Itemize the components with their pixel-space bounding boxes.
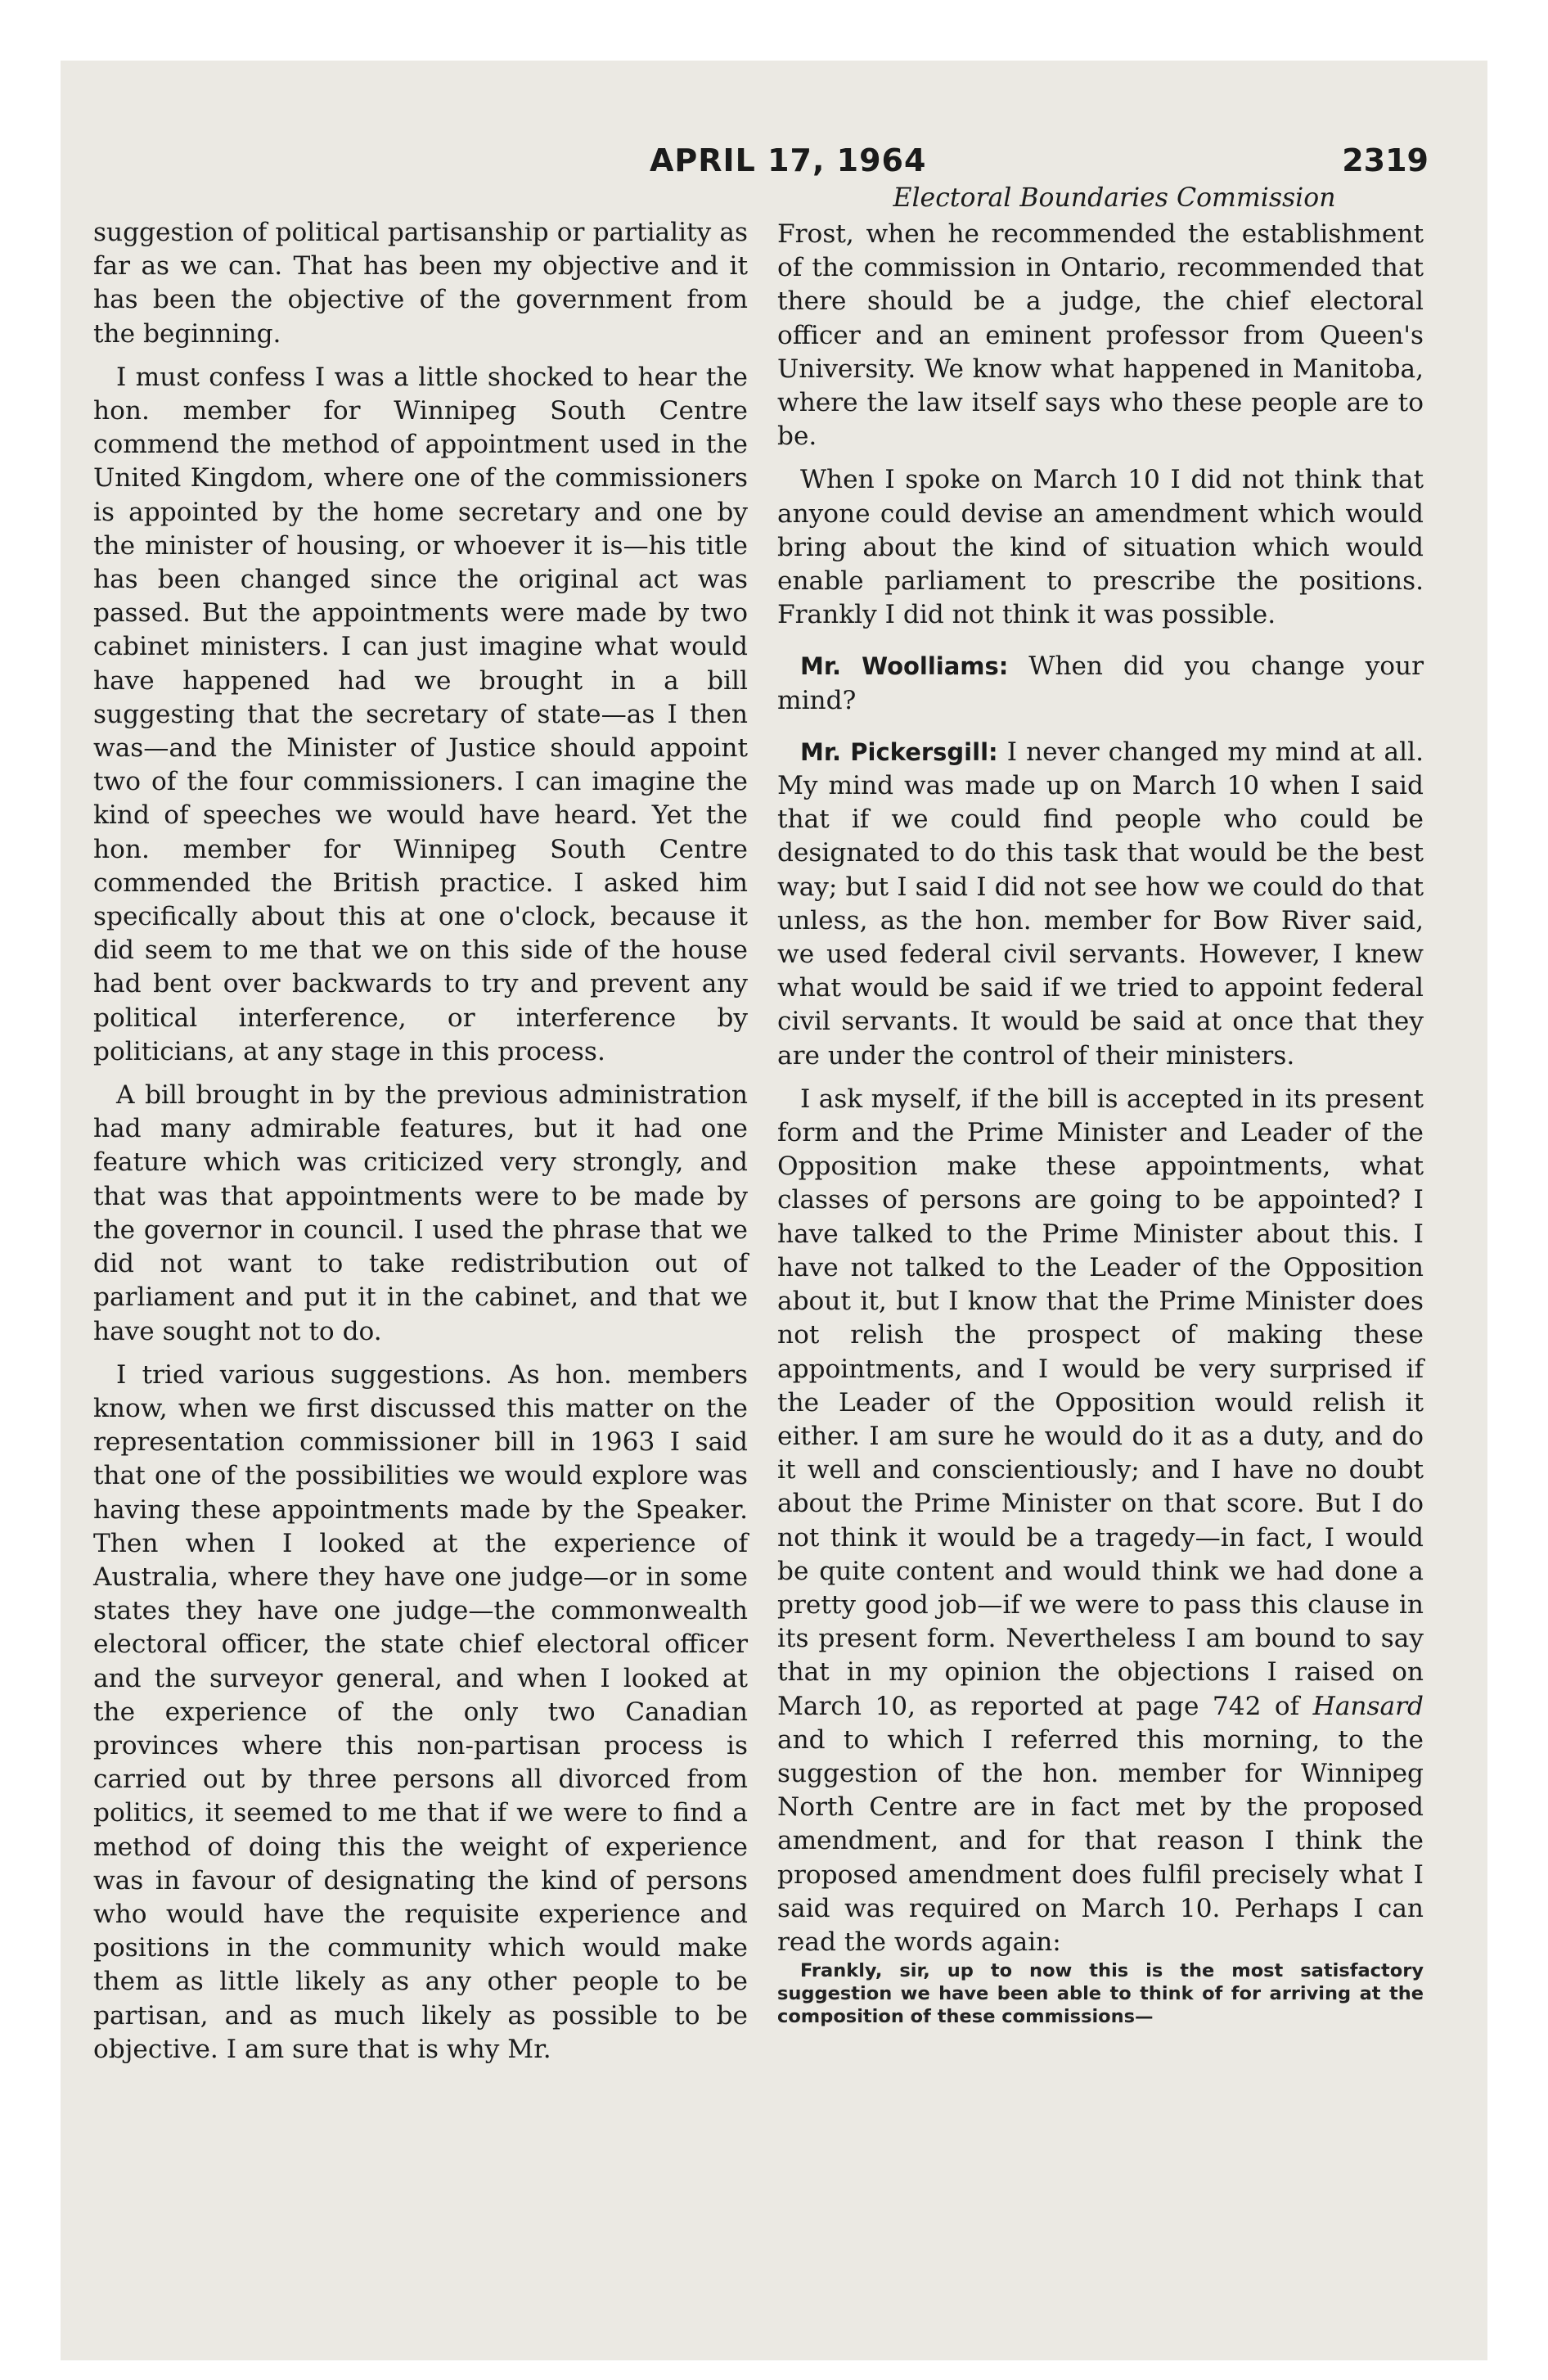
document-page	[61, 61, 1487, 2360]
speech-text: When did you change your mind?	[777, 651, 1424, 715]
paragraph: When I spoke on March 10 I did not think that anyone could devise an amendment which would bring about the kind of situation which would enable parliament to prescribe the positions. Frankly I did not think it was possible.	[777, 465, 1424, 630]
block-quote: Frankly, sir, up to now this is the most satisfactory suggestion we have been able to think of for arriving at the composition of these commissions—	[777, 1960, 1424, 2028]
paragraph: suggestion of political partisanship or partiality as far as we can. That has been my objective and it has been the objective of the government from the beginning.	[93, 218, 748, 349]
paragraph: A bill brought in by the previous administration had many admirable features, but it had one feature which was criticized very strongly, and that was that appointments were to be made by the governor in council. I used the phrase that we did not want to take redistribution out of parliament and put it in the cabinet, and that we have sought not to do.	[93, 1080, 748, 1346]
speech-text: I never changed my mind at all. My mind was made up on March 10 when I said that if we could find people who could be designated to do this task that would be the best way; but I said I did not see how we could do that unless, as the hon. member for Bow River said, we used federal civil servants. However, I knew what would be said if we tried to appoint federal civil servants. It would be said at once that they are under the control of their ministers.	[777, 737, 1424, 1071]
paragraph	[777, 1083, 1424, 1959]
section-subtitle: Electoral Boundaries Commission	[893, 183, 1336, 213]
speaker-name: Mr. Woolliams:	[800, 652, 1009, 681]
speech-paragraph	[777, 650, 1424, 717]
paragraph-text: and to which I referred this morning, to the suggestion of the hon. member for Winnipeg North Centre are in fact met by the proposed amendment, and for that reason I think the proposed amendment does fulfil precisely what I said was required on March 10. Perhaps I can read the words again:	[777, 1724, 1424, 1957]
speech-paragraph	[777, 736, 1424, 1073]
paragraph: I tried various suggestions. As hon. members know, when we first discussed this matter on the representation commissioner bill in 1963 I said that one of the possibilities we would explore was having these appointments made by the Speaker. Then when I looked at the experience of Australia, where they have one judge—or in some states they have one judge—the commonwealth electoral officer, the state chief electoral officer and the surveyor general, and when I looked at the experience of the only two Canadian provinces where this non-partisan process is carried out by three persons all divorced from politics, it seemed to me that if we were to find a method of doing this the weight of experience was in favour of designating the kind of persons who would have the requisite experience and positions in the community which would make them as little likely as any other people to be partisan, and as much likely as possible to be objective. I am sure that is why Mr.	[93, 1359, 748, 2064]
page-number: 2319	[1342, 142, 1429, 178]
paragraph: I must confess I was a little shocked to hear the hon. member for Winnipeg South Centre commend the method of appointment used in the United Kingdom, where one of the commissioners is appointed by the home secretary and one by the minister of housing, or whoever it is—his title has been changed since the original act was passed. But the appointments were made by two cabinet ministers. I can just imagine what would have happened had we brought in a bill suggesting that the secretary of state—as I then was—and the Minister of Justice should appoint two of the four commissioners. I can imagine the kind of speeches we would have heard. Yet the hon. member for Winnipeg South Centre commended the British practice. I asked him specifically about this at one o'clock, because it did seem to me that we on this side of the house had bent over backwards to try and prevent any political interference, or interference by politicians, at any stage in this process.	[93, 362, 748, 1066]
left-column	[93, 216, 748, 2067]
paragraph-text: I ask myself, if the bill is accepted in its present form and the Prime Minister and Leader of the Opposition make these appointments, what classes of persons are going to be appointed? I have talked to the Prime Minister about this. I have not talked to the Leader of the Opposition about it, but I know that the Prime Minister does not relish the prospect of making these appointments, and I would be very surprised if the Leader of the Opposition would relish it either. I am sure he would do it as a duty, and do it well and conscientiously; and I have no doubt about the Prime Minister on that score. But I do not think it would be a tragedy—in fact, I would be quite content and would think we had done a pretty good job—if we were to pass this clause in its present form. Nevertheless I am bound to say that in my opinion the objections I raised on March 10, as reported at page 742 of	[777, 1084, 1424, 1721]
paragraph: Frost, when he recommended the establishment of the commission in Ontario, recommended that there should be a judge, the chief electoral officer and an eminent professor from Queen's University. We know what happened in Manitoba, where the law itself says who these people are to be.	[777, 219, 1424, 452]
speaker-name: Mr. Pickersgill:	[800, 737, 998, 766]
header-date: APRIL 17, 1964	[650, 142, 927, 178]
hansard-citation: Hansard	[1312, 1691, 1424, 1721]
right-column	[777, 218, 1424, 2028]
